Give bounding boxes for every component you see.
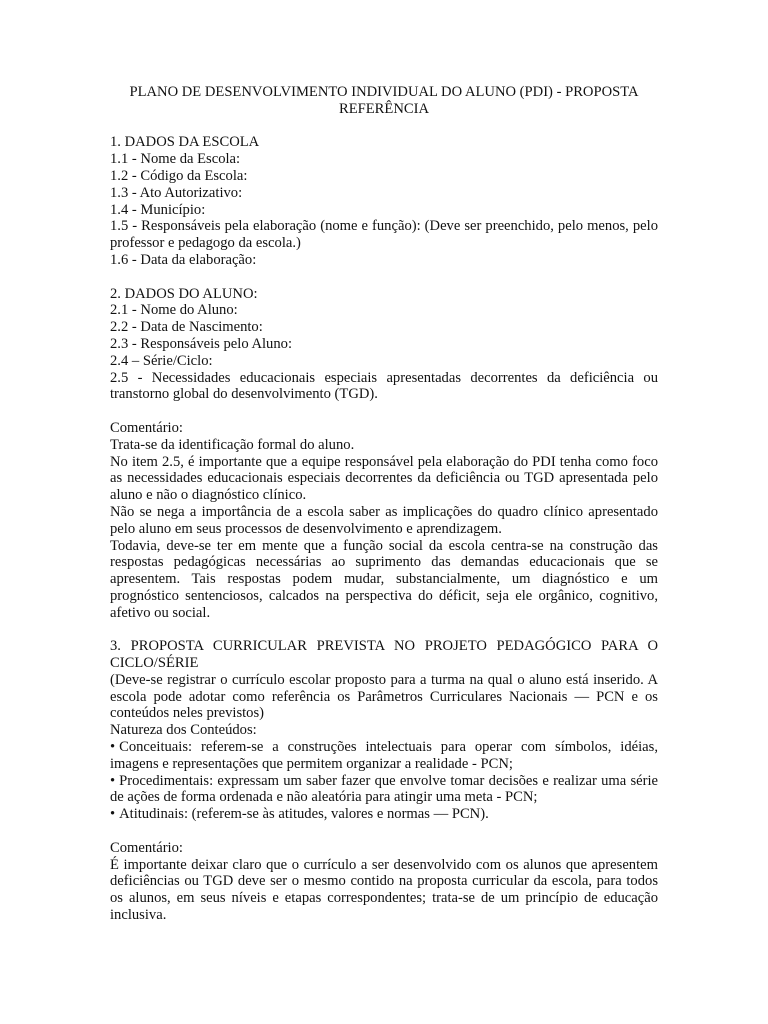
list-item bbox=[110, 806, 658, 823]
field-student-name: 2.1 - Nome do Aluno: bbox=[110, 302, 238, 319]
document-page bbox=[110, 84, 658, 924]
field-municipality: 1.4 - Município: bbox=[110, 201, 206, 218]
section-heading: 3. PROPOSTA CURRICULAR PREVISTA NO PROJETO PEDAGÓGICO PARA O CICLO/SÉRIE bbox=[110, 638, 658, 672]
field-elaboration-date: 1.6 - Data da elaboração: bbox=[110, 251, 257, 268]
field-authorization-act: 1.3 - Ato Autorizativo: bbox=[110, 184, 243, 201]
field-special-needs: 2.5 - Necessidades educacionais especiais apresentadas decorrentes da deficiência ou transtorno global do desenvolvimento (TGD). bbox=[110, 369, 658, 403]
field-school-name: 1.1 - Nome da Escola: bbox=[110, 151, 241, 168]
section-heading: 2. DADOS DO ALUNO: bbox=[110, 285, 258, 302]
comment-block-2 bbox=[110, 840, 658, 924]
comment-paragraph: Trata-se da identificação formal do aluno. bbox=[110, 436, 355, 453]
field-birth-date: 2.2 - Data de Nascimento: bbox=[110, 319, 263, 336]
comment-paragraph: É importante deixar claro que o currículo a ser desenvolvido com os alunos que apresentem deficiências ou TGD deve ser o mesmo contido na proposta curricular da escola, para todos os alunos, em seus níveis e etapas correspondentes; trata-se de um princípio de educação inclusiva. bbox=[110, 856, 658, 924]
section-curriculum bbox=[110, 638, 658, 823]
comment-paragraph: Não se nega a importância de a escola saber as implicações do quadro clínico apresentado pelo aluno em seus processos de desenvolvimento e aprendizagem. bbox=[110, 503, 658, 537]
curriculum-intro: (Deve-se registrar o currículo escolar proposto para a turma na qual o aluno está inserido. A escola pode adotar como referência os Parâmetros Curriculares Nacionais — PCN e os conteúdos neles previstos) bbox=[110, 671, 658, 722]
section-school-data bbox=[110, 134, 658, 268]
comment-paragraph: No item 2.5, é importante que a equipe responsável pela elaboração do PDI tenha como foco as necessidades educacionais especiais decorrentes da deficiência ou TGD apresentada pelo aluno e não o diagnóstico clínico. bbox=[110, 453, 658, 504]
field-school-code: 1.2 - Código da Escola: bbox=[110, 167, 248, 184]
document-title: PLANO DE DESENVOLVIMENTO INDIVIDUAL DO ALUNO (PDI) - PROPOSTA REFERÊNCIA bbox=[129, 84, 639, 117]
list-item bbox=[110, 773, 658, 807]
field-guardians: 2.3 - Responsáveis pelo Aluno: bbox=[110, 335, 293, 352]
bullet-text: Procedimentais: expressam um saber fazer que envolve tomar decisões e realizar uma série de ações de forma ordenada e não aleatória para atingir uma meta - PCN; bbox=[110, 772, 658, 806]
field-responsible-staff: 1.5 - Responsáveis pela elaboração (nome e função): (Deve ser preenchido, pelo menos, pelo professor e pedagogo da escola.) bbox=[110, 218, 658, 252]
content-nature-label: Natureza dos Conteúdos: bbox=[110, 722, 257, 739]
bullet-text: Atitudinais: (referem-se às atitudes, valores e normas — PCN). bbox=[119, 806, 489, 823]
bullet-icon: • bbox=[110, 772, 116, 789]
field-grade-cycle: 2.4 – Série/Ciclo: bbox=[110, 352, 213, 369]
list-item bbox=[110, 739, 658, 773]
bullet-icon: • bbox=[110, 806, 116, 823]
comment-label: Comentário: bbox=[110, 839, 183, 856]
comment-label: Comentário: bbox=[110, 419, 183, 436]
comment-block-1 bbox=[110, 420, 658, 622]
bullet-text: Conceituais: referem-se a construções intelectuais para operar com símbolos, idéias, imagens e representações que permitem organizar a realidade - PCN; bbox=[110, 739, 658, 772]
section-student-data bbox=[110, 286, 658, 404]
section-heading: 1. DADOS DA ESCOLA bbox=[110, 134, 260, 151]
comment-paragraph: Todavia, deve-se ter em mente que a função social da escola centra-se na construção das respostas pedagógicas necessárias ao suprimento das demandas educacionais que se apresentem. Tais respostas podem mudar, substancialmente, um diagnóstico e um prognóstico sentenciosos, calcados na perspectiva do déficit, seja ele orgânico, cognitivo, afetivo ou social. bbox=[110, 537, 658, 621]
bullet-icon: • bbox=[110, 739, 116, 756]
